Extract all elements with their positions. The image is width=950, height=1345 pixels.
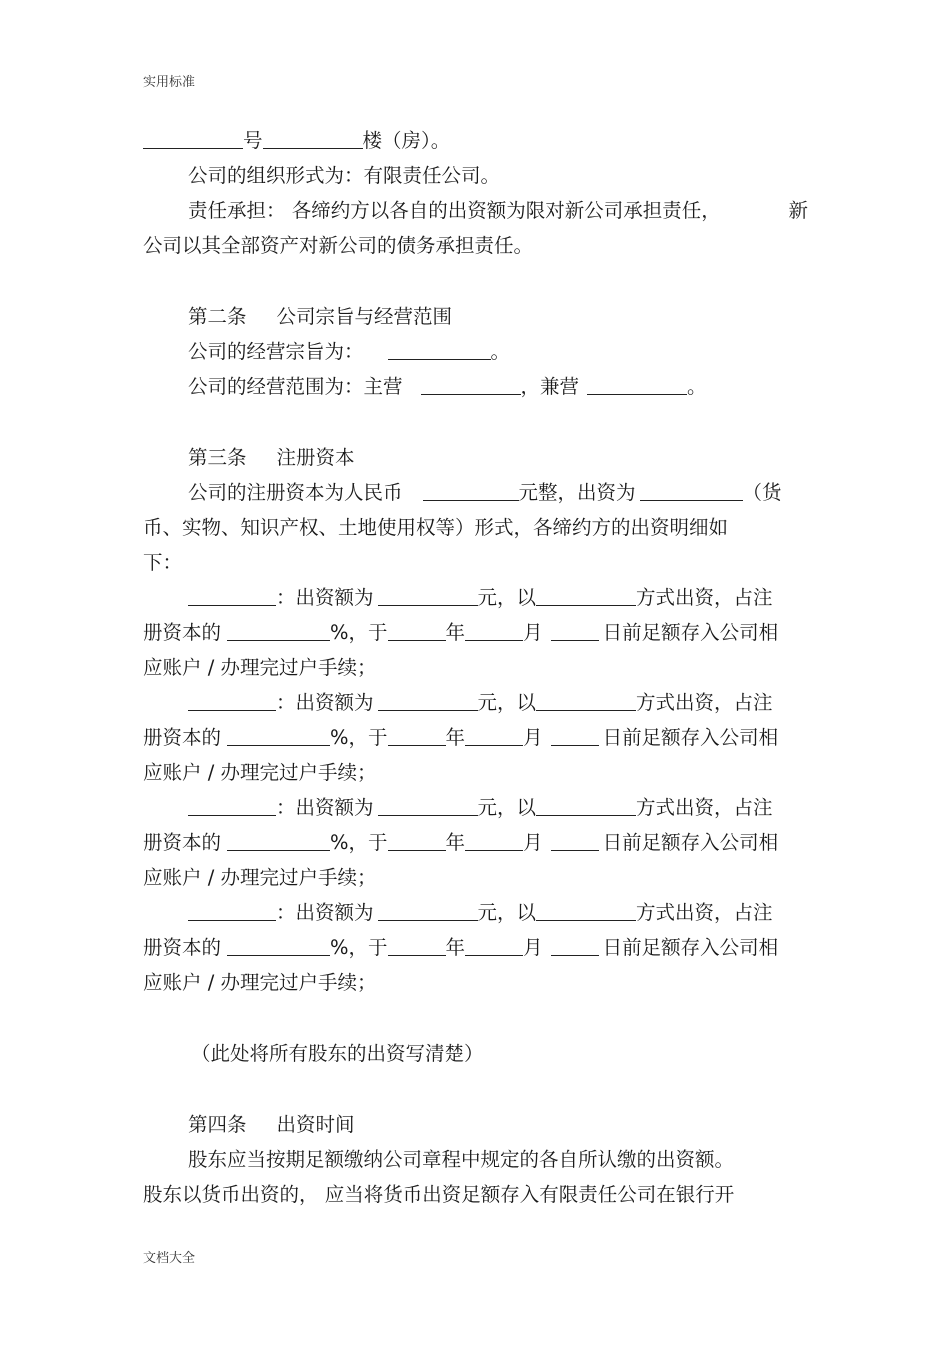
blank-field[interactable]	[421, 372, 521, 395]
liability-line: 责任承担： 各缔约方以各自的出资额为限对新公司承担责任， 新	[188, 199, 808, 222]
amount-field[interactable]	[378, 583, 478, 606]
shareholder-note: （此处将所有股东的出资写清楚）	[191, 1042, 484, 1065]
percent-field[interactable]	[227, 828, 330, 851]
month-field[interactable]	[465, 723, 523, 746]
shareholder-field[interactable]	[188, 688, 276, 711]
blank-field[interactable]	[587, 372, 687, 395]
percent-field[interactable]	[227, 618, 330, 641]
address-line: 号 楼（房）。	[143, 123, 808, 158]
capital-line-3: 下：	[143, 551, 183, 574]
percent-field[interactable]	[227, 933, 330, 956]
day-field[interactable]	[551, 723, 599, 746]
year-field[interactable]	[388, 723, 446, 746]
month-field[interactable]	[465, 828, 523, 851]
blank-field[interactable]	[388, 337, 491, 360]
contribution-entry: ：出资额为 元，以 方式出资，占注 册资本的 %，于 年 月 日前足额存入公司相 应账户 / 办理完过户手续；	[143, 895, 808, 1000]
blank-field[interactable]	[640, 478, 743, 501]
liability-line-2: 公司以其全部资产对新公司的债务承担责任。	[143, 234, 534, 257]
year-field[interactable]	[388, 828, 446, 851]
time-line-1: 股东应当按期足额缴纳公司章程中规定的各自所认缴的出资额。	[188, 1148, 735, 1171]
blank-field[interactable]	[143, 126, 243, 149]
scope-line: 公司的经营范围为：主营 ，兼营 。	[143, 369, 808, 404]
capital-line: 公司的注册资本为人民币 元整，出资为 （货	[143, 475, 808, 510]
article-2-title: 第二条 公司宗旨与经营范围	[188, 305, 453, 328]
method-field[interactable]	[536, 793, 636, 816]
blank-field[interactable]	[423, 478, 519, 501]
day-field[interactable]	[551, 618, 599, 641]
document-body	[143, 123, 808, 1212]
page-footer: 文档大全	[143, 1251, 196, 1266]
org-form-line: 公司的组织形式为：有限责任公司。	[188, 164, 501, 187]
method-field[interactable]	[536, 583, 636, 606]
day-field[interactable]	[551, 828, 599, 851]
day-field[interactable]	[551, 933, 599, 956]
page-header: 实用标准	[143, 75, 196, 90]
purpose-line: 公司的经营宗旨为： 。	[143, 334, 808, 369]
article-4-title: 第四条 出资时间	[188, 1113, 355, 1136]
month-field[interactable]	[465, 618, 523, 641]
method-field[interactable]	[536, 688, 636, 711]
shareholder-field[interactable]	[188, 583, 276, 606]
capital-line-2: 币、实物、知识产权、土地使用权等）形式，各缔约方的出资明细如	[143, 516, 729, 539]
percent-field[interactable]	[227, 723, 330, 746]
amount-field[interactable]	[378, 898, 478, 921]
method-field[interactable]	[536, 898, 636, 921]
contribution-entry: ：出资额为 元，以 方式出资，占注 册资本的 %，于 年 月 日前足额存入公司相 应账户 / 办理完过户手续；	[143, 790, 808, 895]
time-line-2: 股东以货币出资的， 应当将货币出资足额存入有限责任公司在银行开	[143, 1183, 735, 1206]
month-field[interactable]	[465, 933, 523, 956]
blank-field[interactable]	[263, 126, 363, 149]
contribution-entry: ：出资额为 元，以 方式出资，占注 册资本的 %，于 年 月 日前足额存入公司相 应账户 / 办理完过户手续；	[143, 685, 808, 790]
shareholder-field[interactable]	[188, 898, 276, 921]
amount-field[interactable]	[378, 793, 478, 816]
shareholder-field[interactable]	[188, 793, 276, 816]
year-field[interactable]	[388, 933, 446, 956]
year-field[interactable]	[388, 618, 446, 641]
amount-field[interactable]	[378, 688, 478, 711]
article-3-title: 第三条 注册资本	[188, 446, 355, 469]
contribution-entry: ：出资额为 元，以 方式出资，占注 册资本的 %，于 年 月 日前足额存入公司相 应账户 / 办理完过户手续；	[143, 580, 808, 685]
